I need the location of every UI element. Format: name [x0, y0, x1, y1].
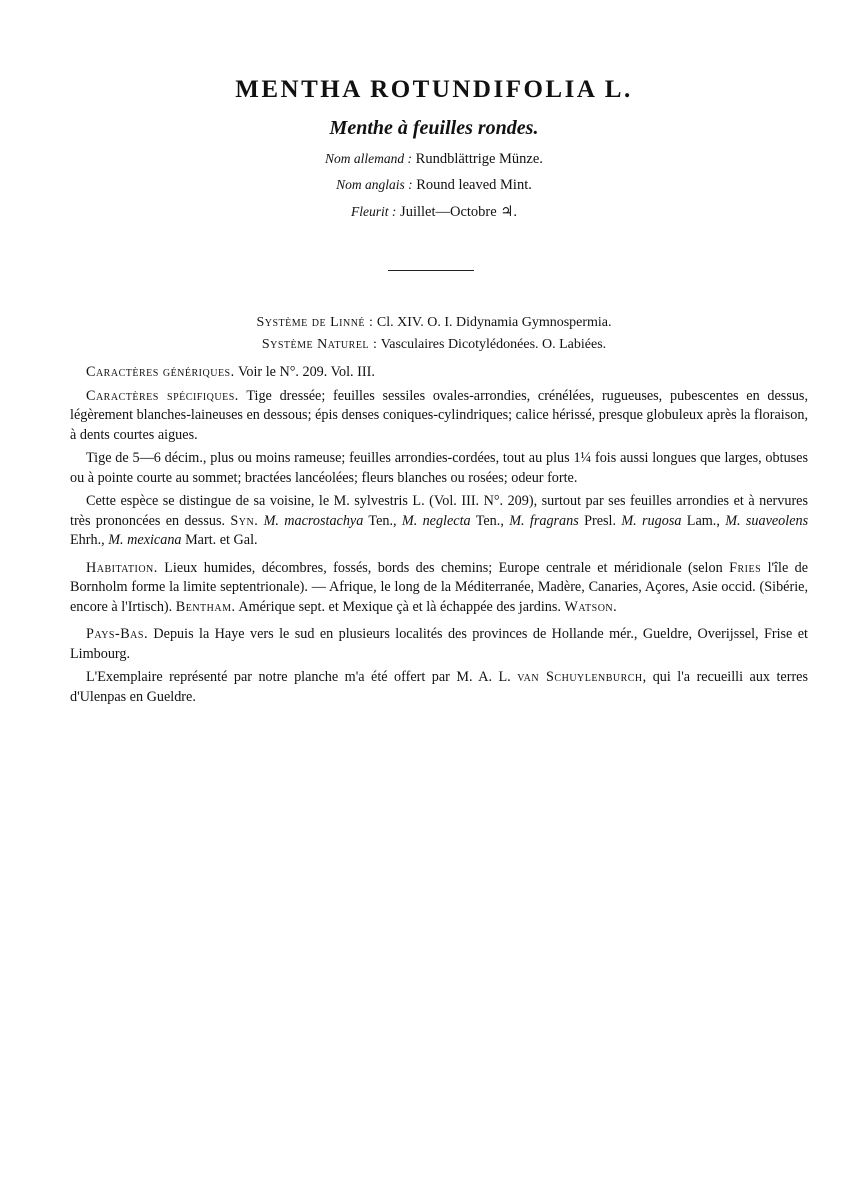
synonym-author: Ehrh., — [70, 532, 105, 548]
synonyms-label: Syn. — [230, 512, 259, 529]
author-watson: Watson. — [564, 598, 618, 615]
netherlands-paragraph — [70, 625, 808, 664]
specific-characters-label: Caractères spécifiques. — [86, 387, 239, 404]
synonym-author: Lam., — [686, 512, 720, 529]
natural-system-value: Vasculaires Dicotylédonées. O. Labiées. — [380, 337, 607, 352]
specimen-text: , qui l'a recueilli aux terres d'Ulenpas en Gueldre. — [70, 669, 808, 705]
synonym-name: M. macrostachya — [263, 512, 364, 529]
flowering-value: Juillet—Octobre ♃. — [400, 204, 517, 220]
synonym-name: M. fragrans — [509, 512, 579, 529]
synonym-name: M. rugosa — [621, 512, 682, 529]
specimen-paragraph — [70, 668, 808, 707]
natural-system-label: Système Naturel : — [261, 337, 378, 352]
specific-characters-text: Tige dressée; feuilles sessiles ovales-arrondies, crénélées, rugueuses, pubescentes en dessus, légèrement blanches-laineuses en dessous; épis denses coniques-cylindriques; calice hérissé, presque globuleux après la floraison, à dents courtes aigues. — [70, 387, 809, 443]
synonym-name: M. mexicana — [108, 532, 182, 548]
author-bentham: Bentham. — [175, 598, 236, 615]
specimen-donor: van Schuylenburch — [517, 669, 643, 685]
german-name-label: Nom allemand : — [325, 151, 413, 166]
specific-characters-paragraph — [70, 387, 808, 446]
german-name-line — [0, 151, 868, 168]
generic-characters-text: Voir le N°. 209. Vol. III. — [237, 364, 375, 380]
synonym-author: Ten., — [368, 512, 397, 529]
english-name-value: Round leaved Mint. — [416, 177, 532, 193]
habitat-text: Amérique sept. et Mexique çà et là échappée des jardins. — [238, 598, 561, 615]
synonym-name: M. suaveolens — [725, 512, 809, 529]
linne-system-line — [0, 315, 868, 331]
stem-paragraph — [70, 449, 808, 488]
synonym-author: Presl. — [584, 512, 617, 529]
flowering-label: Fleurit : — [351, 204, 397, 219]
synonym-author: Ten., — [475, 512, 504, 529]
habitat-text: Lieux humides, décombres, fossés, bords des chemins; Europe centrale et méridionale (selon — [164, 559, 723, 576]
species-text: Cette espèce se distingue de sa voisine, le M. sylvestris L. (Vol. III. N°. 209), surtout par ses feuilles arrondies et à nervures très prononcées en dessus. — [70, 493, 808, 529]
habitat-label: Habitation. — [86, 559, 158, 576]
page-title: MENTHA ROTUNDIFOLIA L. — [235, 76, 633, 103]
flowering-line — [0, 204, 868, 221]
author-fries: Fries — [729, 559, 762, 576]
habitat-text: l'île de Bornholm forme la limite septentrionale). — Afrique, le long de la Méditerranée, Madère, Canaries, Açores, Asie occid. (Sibérie, encore à l'Irtisch). — [70, 559, 809, 615]
generic-characters-label: Caractères génériques. — [86, 364, 235, 380]
synonym-author: Mart. et Gal. — [185, 532, 258, 548]
german-name-value: Rundblättrige Münze. — [415, 151, 543, 167]
specimen-text: L'Exemplaire représenté par notre planche m'a été offert par M. A. L. — [86, 669, 511, 685]
linne-system-label: Système de Linné : — [256, 315, 374, 330]
synonym-name: M. neglecta — [401, 512, 471, 529]
netherlands-text: Depuis la Haye vers le sud en plusieurs localités des provinces de Hollande mér., Gueldre, Overijssel, Frise et Limbourg. — [70, 626, 809, 662]
netherlands-label: Pays-Bas. — [86, 626, 148, 642]
natural-system-line — [0, 337, 868, 353]
description-body — [70, 363, 808, 711]
common-name: Menthe à feuilles rondes. — [329, 117, 539, 139]
habitat-paragraph — [70, 559, 808, 618]
species-paragraph — [70, 492, 808, 551]
english-name-label: Nom anglais : — [336, 177, 413, 192]
divider-rule — [388, 270, 474, 271]
linne-system-value: Cl. XIV. O. I. Didynamia Gymnospermia. — [376, 315, 612, 330]
stem-text: Tige de 5—6 décim., plus ou moins rameuse; feuilles arrondies-cordées, tout au plus 1¼ fois aussi longues que larges, obtuses ou à pointe courte au sommet; bractées lancéolées; fleurs blanches ou rosées; odeur forte. — [70, 450, 808, 486]
english-name-line — [0, 177, 868, 194]
generic-characters-paragraph — [70, 363, 808, 383]
